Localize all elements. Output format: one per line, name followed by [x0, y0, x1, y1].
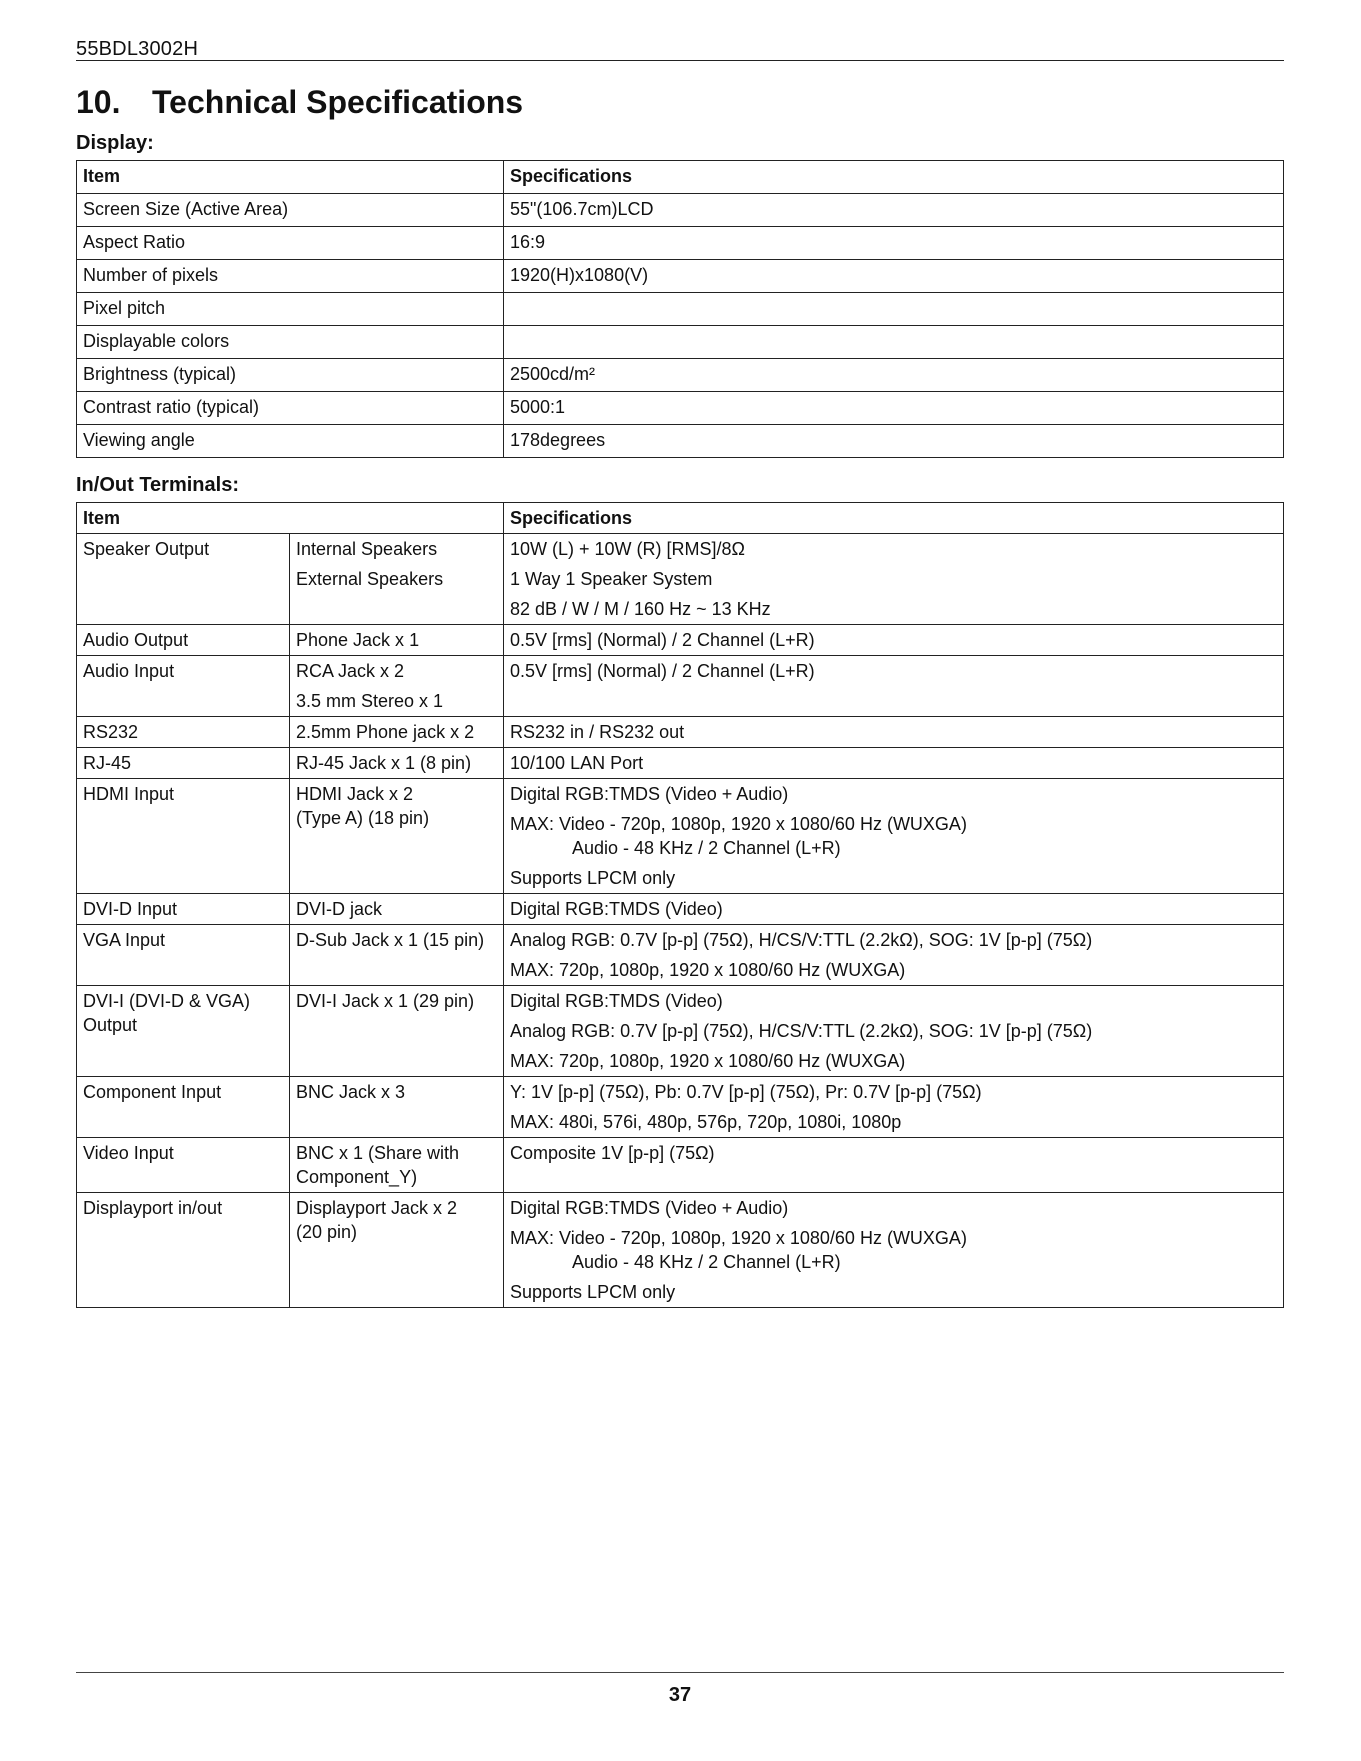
- terminal-connector-cell: [290, 1138, 504, 1193]
- spec-line: 82 dB / W / M / 160 Hz ~ 13 KHz: [510, 599, 771, 619]
- spec-line: MAX: 480i, 576i, 480p, 576p, 720p, 1080i, 1080p: [510, 1112, 902, 1132]
- terminal-connector-cell: [290, 925, 504, 986]
- table-row: [77, 625, 1284, 656]
- spec-value-cell: 5000:1: [504, 392, 1284, 425]
- terminal-item-cell: RJ-45: [77, 748, 290, 779]
- connector-line: 3.5 mm Stereo x 1: [296, 691, 444, 711]
- spec-line: Composite 1V [p-p] (75Ω): [510, 1143, 715, 1163]
- terminal-item-cell: Speaker Output: [77, 534, 290, 625]
- display-header-item: Item: [77, 161, 504, 194]
- header-rule: [76, 60, 1284, 61]
- footer-rule: [76, 1672, 1284, 1673]
- table-row: [77, 326, 1284, 359]
- table-row: [77, 779, 1284, 894]
- spec-line: Y: 1V [p-p] (75Ω), Pb: 0.7V [p-p] (75Ω), Pr: 0.7V [p-p] (75Ω): [510, 1082, 982, 1102]
- connector-line: Internal Speakers: [296, 539, 438, 559]
- terminal-item-cell: DVI-I (DVI-D & VGA) Output: [77, 986, 290, 1077]
- terminal-connector-cell: [290, 894, 504, 925]
- page-number: 37: [668, 1684, 692, 1706]
- io-heading: In/Out Terminals:: [76, 474, 239, 496]
- table-row: [77, 425, 1284, 458]
- table-row: [77, 986, 1284, 1077]
- terminal-spec-cell: [504, 894, 1284, 925]
- spec-line: Digital RGB:TMDS (Video): [510, 899, 723, 919]
- terminal-item-cell: Displayport in/out: [77, 1193, 290, 1308]
- terminal-item-cell: Audio Output: [77, 625, 290, 656]
- table-row: [77, 293, 1284, 326]
- terminal-connector-cell: [290, 656, 504, 717]
- table-row: [77, 656, 1284, 717]
- spec-value-cell: 178degrees: [504, 425, 1284, 458]
- connector-line: HDMI Jack x 2: [296, 784, 414, 804]
- terminal-item-cell: VGA Input: [77, 925, 290, 986]
- terminal-spec-cell: [504, 925, 1284, 986]
- spec-item-cell: Screen Size (Active Area): [77, 194, 504, 227]
- chapter-title: [76, 84, 523, 121]
- spec-line: Supports LPCM only: [510, 1282, 676, 1302]
- spec-value-cell: 16:9: [504, 227, 1284, 260]
- spec-line: RS232 in / RS232 out: [510, 722, 685, 742]
- io-spec-table: [76, 502, 1284, 1308]
- terminal-spec-cell: [504, 625, 1284, 656]
- spec-line: MAX: Video - 720p, 1080p, 1920 x 1080/60 Hz (WUXGA): [510, 1228, 967, 1248]
- spec-line: 0.5V [rms] (Normal) / 2 Channel (L+R): [510, 630, 815, 650]
- table-row: [77, 717, 1284, 748]
- terminal-spec-cell: [504, 1138, 1284, 1193]
- io-header-spec: Specifications: [504, 503, 1284, 534]
- io-header-row: [77, 503, 1284, 534]
- terminal-spec-cell: [504, 779, 1284, 894]
- chapter-number: 10.: [76, 84, 121, 120]
- spec-line: Supports LPCM only: [510, 868, 676, 888]
- spec-item-cell: Pixel pitch: [77, 293, 504, 326]
- spec-line: 10/100 LAN Port: [510, 753, 644, 773]
- spec-line: Digital RGB:TMDS (Video + Audio): [510, 1198, 789, 1218]
- connector-line: Displayport Jack x 2: [296, 1198, 458, 1218]
- table-row: [77, 534, 1284, 625]
- chapter-title-text: Technical Specifications: [152, 84, 524, 120]
- terminal-spec-cell: [504, 1077, 1284, 1138]
- terminal-connector-cell: [290, 748, 504, 779]
- terminal-connector-cell: [290, 717, 504, 748]
- spec-item-cell: Viewing angle: [77, 425, 504, 458]
- connector-line: DVI-D jack: [296, 899, 383, 919]
- terminal-item-cell: Component Input: [77, 1077, 290, 1138]
- spec-item-cell: Aspect Ratio: [77, 227, 504, 260]
- connector-line: External Speakers: [296, 569, 444, 589]
- spec-line: Digital RGB:TMDS (Video): [510, 991, 723, 1011]
- connector-line: RJ-45 Jack x 1 (8 pin): [296, 753, 472, 773]
- spec-value-cell: 2500cd/m²: [504, 359, 1284, 392]
- connector-line: D-Sub Jack x 1 (15 pin): [296, 930, 485, 950]
- terminal-item-cell: HDMI Input: [77, 779, 290, 894]
- table-row: [77, 1193, 1284, 1308]
- spec-line: 0.5V [rms] (Normal) / 2 Channel (L+R): [510, 661, 815, 681]
- spec-line: MAX: Video - 720p, 1080p, 1920 x 1080/60 Hz (WUXGA): [510, 814, 967, 834]
- spec-value-cell: 1920(H)x1080(V): [504, 260, 1284, 293]
- spec-item-cell: Number of pixels: [77, 260, 504, 293]
- spec-line: Audio - 48 KHz / 2 Channel (L+R): [572, 1252, 841, 1272]
- table-row: [77, 925, 1284, 986]
- terminal-connector-cell: [290, 1077, 504, 1138]
- table-row: [77, 227, 1284, 260]
- spec-value-cell: 55"(106.7cm)LCD: [504, 194, 1284, 227]
- display-header-row: [77, 161, 1284, 194]
- spec-item-cell: Displayable colors: [77, 326, 504, 359]
- terminal-connector-cell: [290, 779, 504, 894]
- spec-value-cell: [504, 326, 1284, 359]
- table-row: [77, 194, 1284, 227]
- connector-line: RCA Jack x 2: [296, 661, 405, 681]
- connector-line: DVI-I Jack x 1 (29 pin): [296, 991, 475, 1011]
- connector-line: (20 pin): [296, 1222, 358, 1242]
- spec-line: MAX: 720p, 1080p, 1920 x 1080/60 Hz (WUXGA): [510, 960, 906, 980]
- spec-item-cell: Brightness (typical): [77, 359, 504, 392]
- io-header-item: Item: [77, 503, 504, 534]
- spec-line: 10W (L) + 10W (R) [RMS]/8Ω: [510, 539, 746, 559]
- spec-item-cell: Contrast ratio (typical): [77, 392, 504, 425]
- spec-line: Analog RGB: 0.7V [p-p] (75Ω), H/CS/V:TTL (2.2kΩ), SOG: 1V [p-p] (75Ω): [510, 930, 1093, 950]
- spec-value-cell: [504, 293, 1284, 326]
- display-spec-table: [76, 160, 1284, 458]
- table-row: [77, 1138, 1284, 1193]
- spec-line: Analog RGB: 0.7V [p-p] (75Ω), H/CS/V:TTL (2.2kΩ), SOG: 1V [p-p] (75Ω): [510, 1021, 1093, 1041]
- terminal-spec-cell: [504, 1193, 1284, 1308]
- spec-line: Audio - 48 KHz / 2 Channel (L+R): [572, 838, 841, 858]
- connector-line: BNC x 1 (Share with Component_Y): [296, 1143, 460, 1187]
- spec-line: Digital RGB:TMDS (Video + Audio): [510, 784, 789, 804]
- terminal-spec-cell: [504, 717, 1284, 748]
- terminal-connector-cell: [290, 534, 504, 625]
- spec-line: MAX: 720p, 1080p, 1920 x 1080/60 Hz (WUXGA): [510, 1051, 906, 1071]
- table-row: [77, 894, 1284, 925]
- terminal-connector-cell: [290, 1193, 504, 1308]
- terminal-connector-cell: [290, 625, 504, 656]
- table-row: [77, 1077, 1284, 1138]
- connector-line: BNC Jack x 3: [296, 1082, 406, 1102]
- table-row: [77, 392, 1284, 425]
- spec-line: 1 Way 1 Speaker System: [510, 569, 713, 589]
- terminal-item-cell: Video Input: [77, 1138, 290, 1193]
- terminal-connector-cell: [290, 986, 504, 1077]
- terminal-item-cell: Audio Input: [77, 656, 290, 717]
- terminal-item-cell: RS232: [77, 717, 290, 748]
- terminal-spec-cell: [504, 986, 1284, 1077]
- display-heading: Display:: [76, 132, 154, 154]
- terminal-spec-cell: [504, 656, 1284, 717]
- table-row: [77, 260, 1284, 293]
- connector-line: Phone Jack x 1: [296, 630, 420, 650]
- connector-line: 2.5mm Phone jack x 2: [296, 722, 475, 742]
- table-row: [77, 748, 1284, 779]
- display-header-spec: Specifications: [504, 161, 1284, 194]
- model-number: 55BDL3002H: [76, 38, 199, 60]
- table-row: [77, 359, 1284, 392]
- terminal-item-cell: DVI-D Input: [77, 894, 290, 925]
- terminal-spec-cell: [504, 748, 1284, 779]
- terminal-spec-cell: [504, 534, 1284, 625]
- connector-line: (Type A) (18 pin): [296, 808, 430, 828]
